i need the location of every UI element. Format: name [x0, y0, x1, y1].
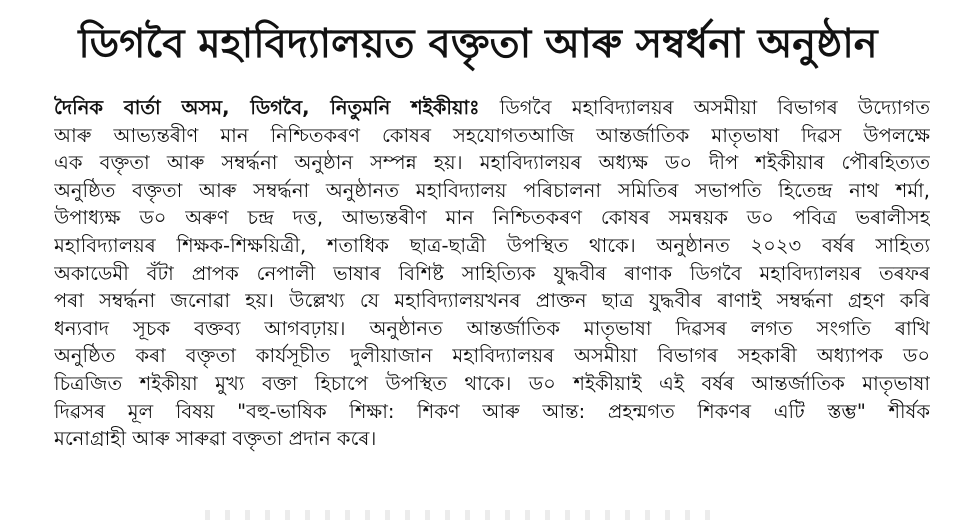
article-line: মহাবিদ্যালয়ৰ শিক্ষক-শিক্ষয়িত্ৰী, শতাধিক ছাত্ৰ-ছাত্ৰী উপস্থিত থাকে। অনুষ্ঠানত ২০২৩ বৰ্ষৰ সাহিত্য — [54, 233, 930, 257]
article-line-text: ডিগবৈ মহাবিদ্যালয়ৰ অসমীয়া বিভাগৰ উদ্যোগত — [479, 96, 930, 119]
article-line: মনোগ্ৰাহী আৰু সাৰুৱা বক্তৃতা প্ৰদান কৰে। — [54, 427, 377, 451]
dateline: দৈনিক বাৰ্তা অসম, ডিগবৈ, নিতুমনি শইকীয়াঃ — [54, 96, 480, 119]
article-line: অকাডেমী বঁটা প্ৰাপক নেপালী ভাষাৰ বিশিষ্ট সাহিত্যিক যুদ্ধবীৰ ৰাণাক ডিগবৈ মহাবিদ্যালয়ৰ তৰফৰ — [54, 261, 930, 285]
article-line: উপাধ্যক্ষ ড০ অৰুণ চন্দ্ৰ দত্ত, আভ্যন্তৰীণ মান নিশ্চিতকৰণ কোষৰ সমন্বয়ক ড০ পবিত্ৰ ভৰালীসহ — [54, 206, 930, 230]
article-line — [54, 94, 930, 122]
headline: ডিগবৈ মহাবিদ্যালয়ত বক্তৃতা আৰু সম্বৰ্ধনা অনুষ্ঠান — [78, 21, 878, 67]
article-line: চিত্ৰজিত শইকীয়া মুখ্য বক্তা হিচাপে উপস্থিত থাকে। ড০ শইকীয়াই এই বৰ্ষৰ আন্তৰ্জাতিক মাতৃভাষা — [54, 371, 930, 395]
article-line: দিৱসৰ মূল বিষয় "বহু-ভাষিক শিক্ষা: শিকণ আৰু আন্ত: প্ৰহন্মগত শিকণৰ এটি স্তম্ভ" শীৰ্ষক — [54, 399, 930, 423]
article-line: অনুষ্ঠিত বক্তৃতা আৰু সম্বৰ্দ্ধনা অনুষ্ঠানত মহাবিদ্যালয় পৰিচালনা সমিতিৰ সভাপতি হিতেন্দ্ৰ নাথ শৰ্মা, — [54, 178, 930, 202]
article-line: ধন্যবাদ সূচক বক্তব্য আগবঢ়ায়। অনুষ্ঠানত আন্তৰ্জাতিক মাতৃভাষা দিৱসৰ লগত সংগতি ৰাখি — [54, 316, 930, 340]
article-body — [54, 94, 930, 453]
article-line: এক বক্তৃতা আৰু সম্বৰ্দ্ধনা অনুষ্ঠান সম্পন্ন হয়। মহাবিদ্যালয়ৰ অধ্যক্ষ ড০ দীপ শইকীয়াৰ পৌৰহিত্যত — [54, 151, 930, 175]
article-line: অনুষ্ঠিত কৰা বক্তৃতা কাৰ্যসূচীত দুলীয়াজান মহাবিদ্যালয়ৰ অসমীয়া বিভাগৰ সহকাৰী অধ্যাপক ড০ — [54, 344, 930, 368]
article-line: আৰু আভ্যন্তৰীণ মান নিশ্চিতকৰণ কোষৰ সহযোগতআজি আন্তৰ্জাতিক মাতৃভাষা দিৱস উপলক্ষে — [54, 123, 930, 147]
article-line: পৰা সম্বৰ্দ্ধনা জনোৱা হয়। উল্লেখ্য যে মহাবিদ্যালয়খনৰ প্ৰাক্তন ছাত্ৰ যুদ্ধবীৰ ৰাণাই সম্বৰ্দ্ধনা গ্ৰহণ কৰি — [54, 289, 930, 313]
scan-smudge — [205, 510, 725, 520]
